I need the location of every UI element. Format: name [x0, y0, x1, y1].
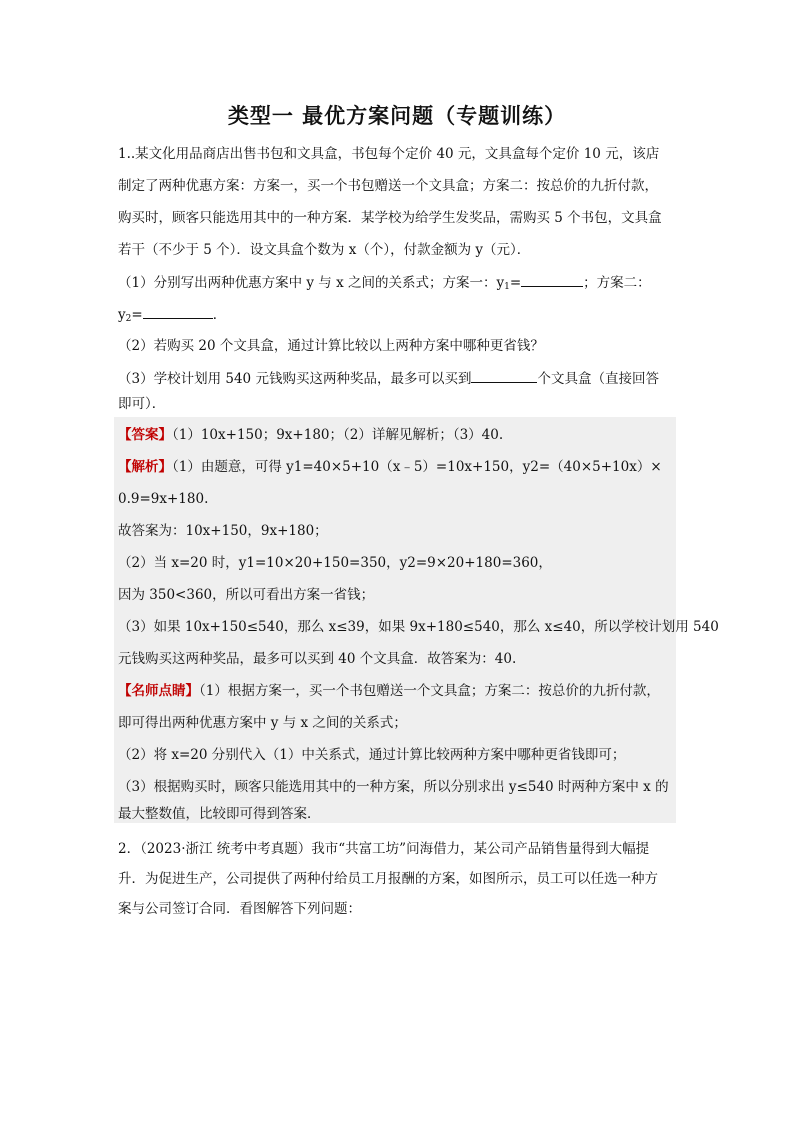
tip-text-1: （1）根据方案一，买一个书包赠送一个文具盒；方案二：按总价的九折付款， — [199, 683, 660, 699]
part-3-text-b: 个文具盒（直接回答 — [537, 371, 659, 387]
question-1-line-4: 若干（不少于 5 个）．设文具盒个数为 x（个），付款金额为 y（元）． — [118, 242, 531, 258]
question-1-part-3 — [118, 368, 678, 389]
answer-tag: 【答案】 — [118, 427, 172, 443]
tip-line-4: （3）根据购买时，顾客只能选用其中的一种方案，所以分别求出 y≤540 时两种方案中 x 的 — [118, 779, 669, 795]
y2-label: y — [118, 307, 126, 323]
part-1-end: ． — [212, 307, 227, 323]
answer-blank-2[interactable] — [143, 304, 213, 319]
analysis-text-1: （1）由题意，可得 y1=40×5+10（x﹣5）=10x+150，y2=（40×5+10x）× — [172, 459, 662, 475]
analysis-tag: 【解析】 — [118, 459, 172, 475]
answer-blank-1[interactable] — [521, 272, 583, 287]
part-3-text: （3）学校计划用 540 元钱购买这两种奖品，最多可以买到 — [118, 371, 472, 387]
subscript-2: 2 — [125, 314, 132, 324]
analysis-line-5: 因为 350<360，所以可看出方案一省钱； — [118, 587, 375, 603]
page-title: 类型一 最优方案问题（专题训练） — [227, 104, 567, 128]
equals-1: = — [509, 275, 522, 291]
answer-text: （1）10x+150；9x+180；（2）详解见解析；（3）40. — [172, 427, 504, 443]
question-1-line-3: 购买时，顾客只能选用其中的一种方案．某学校为给学生发奖品，需购买 5 个书包，文具盒 — [118, 210, 662, 226]
tip-line-2: 即可得出两种优惠方案中 y 与 x 之间的关系式； — [118, 715, 407, 731]
part-1-text-b: ；方案二： — [583, 275, 651, 291]
tip-line-1 — [118, 681, 678, 701]
analysis-line-3: 故答案为：10x+150，9x+180； — [118, 523, 328, 539]
analysis-line-7: 元钱购买这两种奖品，最多可以买到 40 个文具盒．故答案为：40. — [118, 651, 517, 667]
question-1-part-1 — [118, 272, 678, 297]
tip-tag: 【名师点睛】 — [118, 683, 199, 699]
question-2-line-1: 2．（2023·浙江 统考中考真题）我市“共富工坊”问海借力，某公司产品销售量得到大幅提 — [118, 841, 650, 857]
question-1-part-2: （2）若购买 20 个文具盒，通过计算比较以上两种方案中哪种更省钱？ — [118, 338, 544, 354]
part-1-text: （1）分别写出两种优惠方案中 y 与 x 之间的关系式；方案一：y — [118, 275, 505, 291]
tip-line-3: （2）将 x=20 分别代入（1）中关系式，通过计算比较两种方案中哪种更省钱即可； — [118, 747, 626, 763]
question-2-line-2: 升．为促进生产，公司提供了两种付给员工月报酬的方案，如图所示，员工可以任选一种方 — [118, 871, 658, 887]
analysis-line-4: （2）当 x=20 时，y1=10×20+150=350，y2=9×20+180=360， — [118, 555, 552, 571]
question-1-line-1: 1..某文化用品商店出售书包和文具盒，书包每个定价 40 元，文具盒每个定价 10 元，该店 — [118, 146, 660, 162]
analysis-line-2: 0.9=9x+180. — [118, 491, 209, 507]
question-1-line-2: 制定了两种优惠方案：方案一，买一个书包赠送一个文具盒；方案二：按总价的九折付款， — [118, 178, 658, 194]
equals-2: = — [131, 307, 143, 323]
question-1-part-1-cont — [118, 304, 678, 329]
question-1-part-3-cont: 即可）． — [118, 396, 166, 412]
analysis-line-1 — [118, 457, 678, 477]
answer-blank-3[interactable] — [471, 368, 537, 383]
tip-line-5: 最大整数值，比较即可得到答案． — [118, 806, 321, 822]
answer-line — [118, 425, 678, 445]
subscript-1: 1 — [504, 282, 510, 292]
question-2-line-3: 案与公司签订合同．看图解答下列问题： — [118, 901, 361, 917]
analysis-line-6: （3）如果 10x+150≤540，那么 x≤39，如果 9x+180≤540，那么 x≤40，所以学校计划用 540 — [118, 619, 719, 635]
